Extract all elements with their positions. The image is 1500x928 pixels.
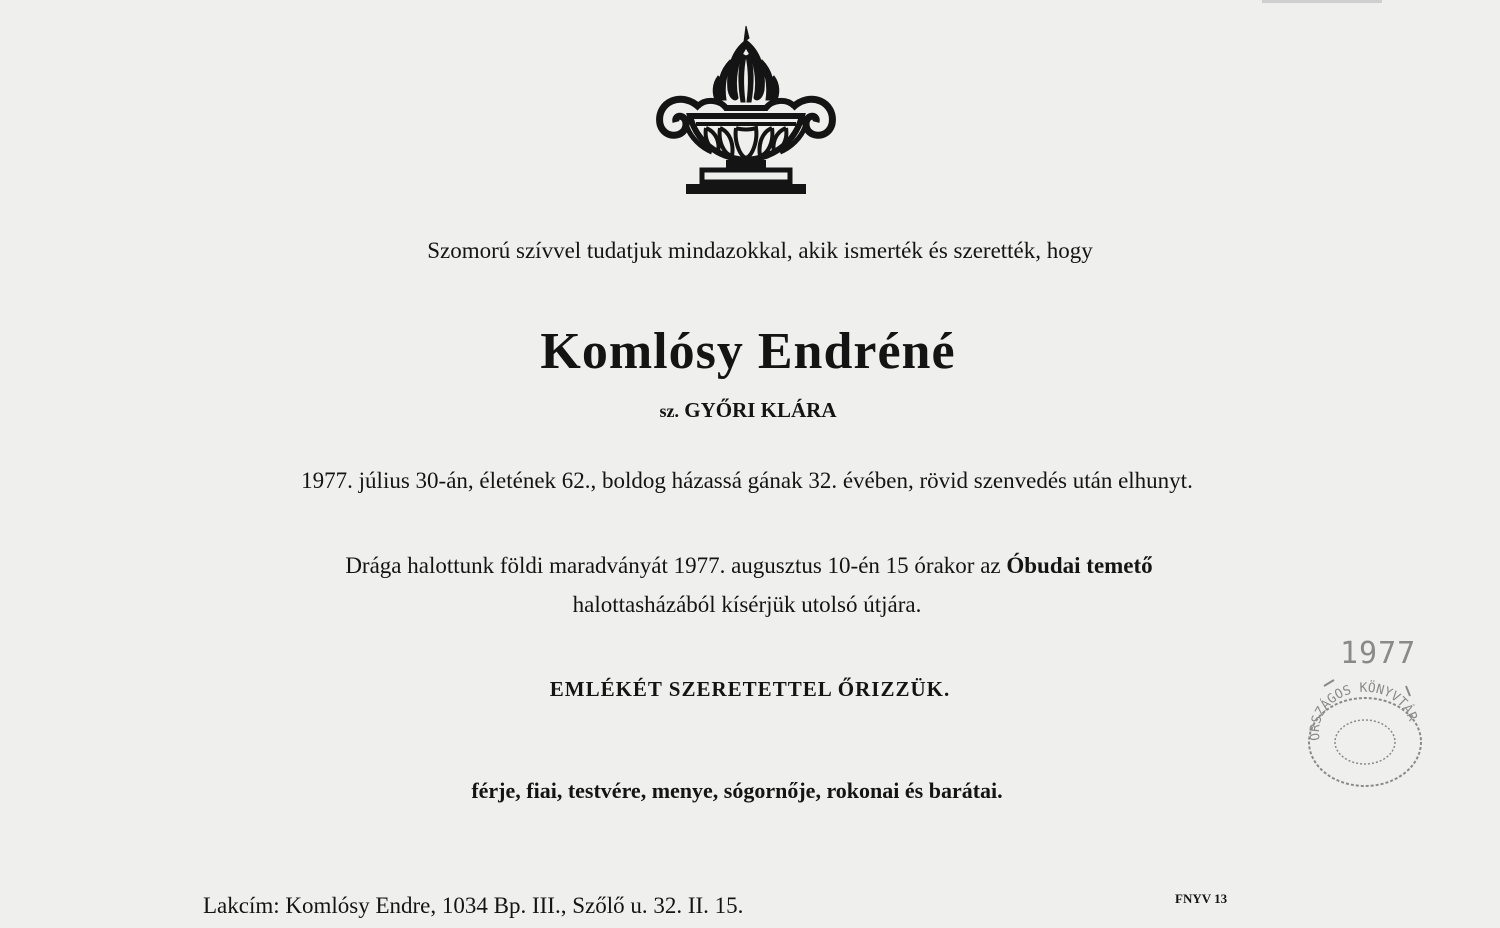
address-line: Lakcím: Komlósy Endre, 1034 Bp. III., Szőlő u. 32. II. 15. [203, 893, 744, 918]
flaming-urn-icon [646, 20, 846, 198]
deceased-name: Komlósy Endréné [540, 323, 956, 380]
death-announcement: 1977. július 30-án, életének 62., boldog házassá gának 32. évében, rövid szenvedés után elhunyt. [301, 468, 1193, 493]
stamp-year: 1977 [1340, 636, 1417, 671]
print-code: FNYV 13 [1175, 891, 1228, 906]
maiden-name-line [0, 398, 1498, 423]
funeral-details-line1 [0, 553, 1499, 579]
intro-text: Szomorú szívvel tudatjuk mindazokkal, akik ismerték és szerették, hogy [427, 238, 1093, 263]
maiden-prefix: sz. [659, 401, 679, 421]
maiden-name: GYŐRI KLÁRA [684, 398, 837, 422]
cemetery-name: Óbudai temető [1006, 553, 1153, 578]
library-stamp-icon [1300, 630, 1430, 790]
funeral-text: Drága halottunk földi maradványát 1977. augusztus 10-én 15 órakor az [345, 553, 1007, 578]
funeral-details-line2: halottasházából kísérjük utolsó útjára. [572, 592, 922, 617]
mourners-line: férje, fiai, testvére, menye, sógornője, rokonai és barátai. [471, 778, 1003, 803]
stamp-ring-text: ORSZÁGOS KÖNYVTÁR [1307, 680, 1420, 742]
top-edge-mark [1262, 0, 1382, 3]
memory-line: EMLÉKÉT SZERETETTEL ŐRIZZÜK. [549, 677, 951, 701]
svg-text:ORSZÁGOS KÖNYVTÁR [1308, 679, 1420, 742]
